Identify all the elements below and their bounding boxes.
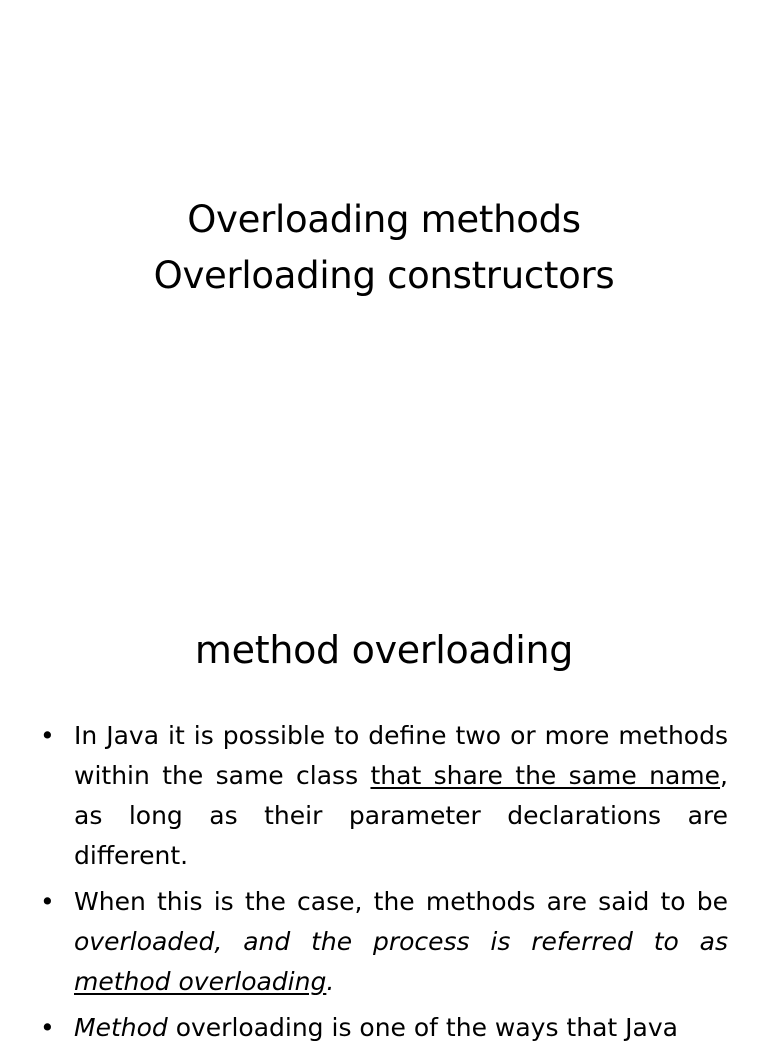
- bullet-text: In Java it is possible to define two or more methods within the same class: [74, 721, 728, 790]
- italic-text: Method: [74, 1013, 168, 1042]
- bullet-text: , as long as their parameter declarations are different.: [74, 761, 728, 870]
- underlined-text: that share the same name: [370, 761, 721, 790]
- slide-heading: method overloading: [194, 628, 574, 672]
- italic-text: overloaded, and the process is referred to as: [74, 927, 728, 956]
- bullet-icon: •: [40, 887, 55, 916]
- bullet-text: overloading is one of the ways that Java: [167, 1013, 678, 1042]
- title-line-2: Overloading constructors: [153, 254, 615, 297]
- title-line-1: Overloading methods: [187, 198, 581, 241]
- bullet-item: [40, 716, 728, 876]
- bullet-icon: •: [40, 1013, 55, 1042]
- bullet-text: When this is the case, the methods are said to be: [74, 887, 728, 916]
- bullet-item: [40, 1008, 728, 1048]
- bullet-icon: •: [40, 721, 55, 750]
- bullet-text: .: [326, 967, 335, 996]
- italic-underlined-text: method overloading: [74, 967, 327, 996]
- bullet-item: [40, 882, 728, 1002]
- slide-title: [0, 192, 768, 304]
- bullet-list: [40, 716, 728, 1054]
